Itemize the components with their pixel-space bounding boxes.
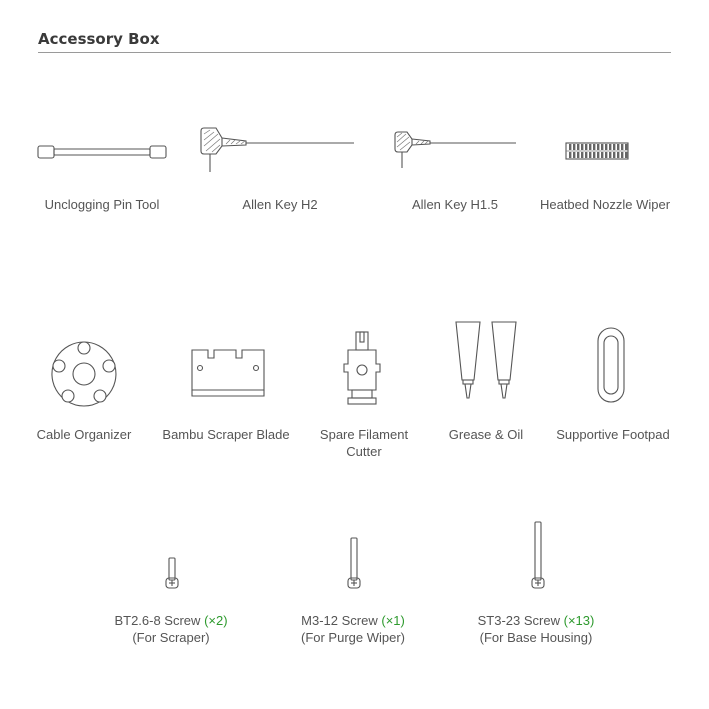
allen-key-h15-label: Allen Key H1.5 (412, 197, 498, 212)
screw-name: M3-12 Screw (301, 613, 378, 628)
screw-bt2-6-8-icon (164, 556, 180, 592)
bambu-scraper-blade-label: Bambu Scraper Blade (162, 427, 290, 442)
heatbed-nozzle-wiper-icon (565, 142, 629, 160)
spare-filament-cutter-icon (338, 330, 386, 410)
screw-name: BT2.6-8 Screw (114, 613, 201, 628)
cable-organizer-label: Cable Organizer (36, 427, 132, 442)
screw-note: (For Base Housing) (479, 630, 593, 645)
screw-note: (For Scraper) (132, 630, 210, 645)
screw-m3-12-icon (346, 536, 362, 592)
title-divider (38, 52, 671, 53)
grease-oil-icon (452, 320, 522, 404)
supportive-footpad-icon (596, 326, 626, 406)
heatbed-nozzle-wiper-label: Heatbed Nozzle Wiper (539, 197, 671, 212)
unclogging-pin-tool-icon (36, 140, 168, 164)
grease-oil-label: Grease & Oil (448, 427, 524, 442)
screw-label (456, 612, 616, 630)
screw-quantity: (×13) (563, 613, 595, 628)
screw-quantity: (×2) (204, 613, 228, 628)
screw-st3-23-icon (530, 520, 546, 592)
bambu-scraper-blade-icon (190, 346, 266, 402)
cable-organizer-icon (46, 336, 122, 412)
screw-quantity: (×1) (381, 613, 405, 628)
screw-note: (For Purge Wiper) (300, 630, 406, 645)
allen-key-h2-label: Allen Key H2 (242, 197, 318, 212)
allen-key-h2-icon (198, 124, 358, 182)
screw-label (278, 612, 428, 630)
supportive-footpad-label: Supportive Footpad (556, 427, 670, 442)
allen-key-h15-icon (392, 128, 520, 176)
page-title: Accessory Box (38, 30, 160, 48)
spare-filament-cutter-label-line2: Cutter (346, 444, 382, 459)
screw-name: ST3-23 Screw (477, 613, 561, 628)
unclogging-pin-tool-label: Unclogging Pin Tool (44, 197, 160, 212)
spare-filament-cutter-label-line1: Spare Filament (319, 427, 409, 442)
screw-label (96, 612, 246, 630)
